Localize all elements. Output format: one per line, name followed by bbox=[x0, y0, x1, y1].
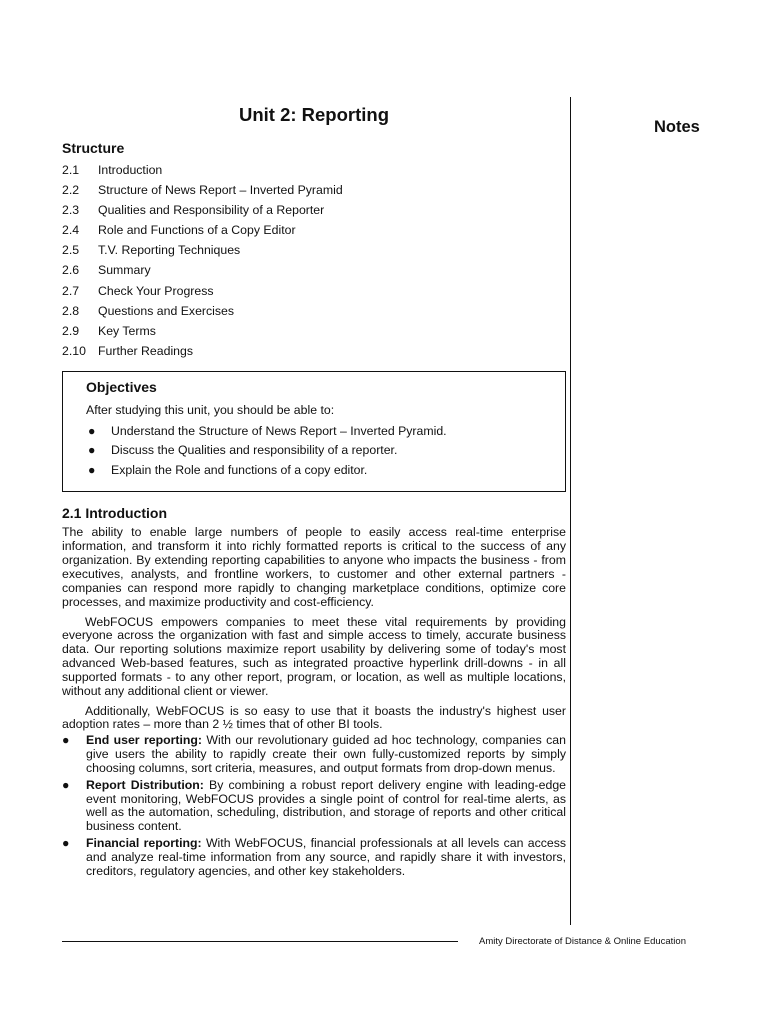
objective-item bbox=[86, 461, 555, 481]
feature-item bbox=[62, 779, 566, 834]
feature-term: End user reporting: bbox=[86, 733, 203, 748]
toc-item bbox=[62, 180, 566, 200]
bullet-icon: ● bbox=[62, 733, 70, 748]
bullet-icon: ● bbox=[88, 462, 96, 477]
objectives-box bbox=[62, 371, 566, 493]
toc-label: Structure of News Report – Inverted Pyramid bbox=[98, 183, 343, 198]
toc-item bbox=[62, 301, 566, 321]
footer-rule bbox=[62, 941, 458, 942]
toc-item bbox=[62, 281, 566, 301]
margin-divider bbox=[570, 97, 571, 925]
objectives-heading: Objectives bbox=[86, 378, 157, 395]
paragraph: The ability to enable large numbers of people to easily access real-time enterprise information, and transform it into richly formatted reports is critical to the success of any organization. By extending reporting capabilities to anyone who impacts the business - from executives, analysts, and frontline workers, to customer and other external partners - companies can respond more rapidly to changing marketplace conditions, optimize core processes, and maximize productivity and cost-efficiency. bbox=[62, 525, 566, 609]
introduction-heading: 2.1 Introduction bbox=[62, 505, 167, 522]
objectives-list bbox=[86, 422, 555, 481]
paragraph: Additionally, WebFOCUS is so easy to use that it boasts the industry's highest user adoption rates – more than 2 ½ times that of other BI tools. bbox=[62, 703, 566, 732]
feature-item bbox=[62, 734, 566, 776]
toc-item bbox=[62, 220, 566, 240]
toc-number: 2.10 bbox=[62, 343, 86, 358]
toc-number: 2.4 bbox=[62, 223, 80, 238]
bullet-icon: ● bbox=[62, 836, 70, 851]
toc-number: 2.2 bbox=[62, 183, 80, 198]
toc-number: 2.1 bbox=[62, 163, 80, 177]
toc-label: Summary bbox=[98, 263, 151, 278]
feature-term: Report Distribution: bbox=[86, 777, 204, 792]
objective-text: Discuss the Qualities and responsibility of a reporter. bbox=[111, 443, 398, 458]
feature-item bbox=[62, 837, 566, 879]
toc-item bbox=[62, 260, 566, 280]
toc-number: 2.3 bbox=[62, 203, 80, 218]
footer-text: Amity Directorate of Distance & Online Education bbox=[479, 936, 686, 947]
objective-item bbox=[86, 422, 555, 442]
bullet-icon: ● bbox=[88, 443, 96, 458]
notes-heading: Notes bbox=[654, 118, 700, 136]
toc-number: 2.6 bbox=[62, 263, 80, 278]
toc-item bbox=[62, 160, 566, 180]
feature-text: With WebFOCUS, financial professionals at all levels can access and analyze real-time information from any source, and rapidly share it with investors, creditors, regulatory agencies, and other key stakeholders. bbox=[86, 836, 567, 878]
page-title: Unit 2: Reporting bbox=[238, 104, 390, 125]
toc-label: Check Your Progress bbox=[98, 283, 214, 298]
structure-heading: Structure bbox=[62, 140, 125, 156]
toc-number: 2.7 bbox=[62, 283, 80, 298]
feature-term: Financial reporting: bbox=[86, 836, 202, 851]
main-column bbox=[62, 140, 566, 882]
toc-label: Questions and Exercises bbox=[98, 303, 235, 318]
toc-label: Qualities and Responsibility of a Reporter bbox=[98, 203, 325, 218]
toc-number: 2.8 bbox=[62, 303, 80, 318]
feature-list bbox=[62, 734, 566, 878]
feature-text: By combining a robust report delivery engine with leading-edge event monitoring, WebFOCUS provides a single point of control for real-time alerts, as well as the automation, scheduling, distribution, and storage of reports and other critical business content. bbox=[86, 777, 566, 834]
toc-label: Role and Functions of a Copy Editor bbox=[98, 223, 296, 238]
toc-item bbox=[62, 321, 566, 341]
toc-label: T.V. Reporting Techniques bbox=[98, 243, 241, 258]
toc-label: Introduction bbox=[98, 163, 163, 177]
toc-number: 2.5 bbox=[62, 243, 80, 258]
bullet-icon: ● bbox=[88, 423, 96, 438]
objective-text: Explain the Role and functions of a copy editor. bbox=[111, 462, 368, 477]
toc-item bbox=[62, 341, 566, 361]
objectives-intro: After studying this unit, you should be able to: bbox=[86, 402, 335, 417]
bullet-icon: ● bbox=[62, 777, 70, 792]
toc-label: Further Readings bbox=[98, 343, 194, 358]
structure-list bbox=[62, 160, 566, 361]
paragraph: WebFOCUS empowers companies to meet these vital requirements by providing everyone across the organization with fast and simple access to timely, accurate business data. Our reporting solutions maximize report usability by delivering some of today's most advanced Web-based features, such as integrated proactive hyperlink drill-downs - in all supported formats - to any other report, program, or location, as well as multiple locations, without any additional client or viewer. bbox=[62, 614, 566, 698]
objective-item bbox=[86, 441, 555, 461]
toc-label: Key Terms bbox=[98, 323, 156, 338]
toc-item bbox=[62, 240, 566, 260]
feature-text: With our revolutionary guided ad hoc technology, companies can give users the ability to rapidly create their own fully-customized reports by simply choosing columns, sort criteria, measures, and output formats from drop-down menus. bbox=[86, 733, 566, 775]
toc-item bbox=[62, 200, 566, 220]
objective-text: Understand the Structure of News Report – Inverted Pyramid. bbox=[111, 423, 447, 438]
toc-number: 2.9 bbox=[62, 323, 80, 338]
